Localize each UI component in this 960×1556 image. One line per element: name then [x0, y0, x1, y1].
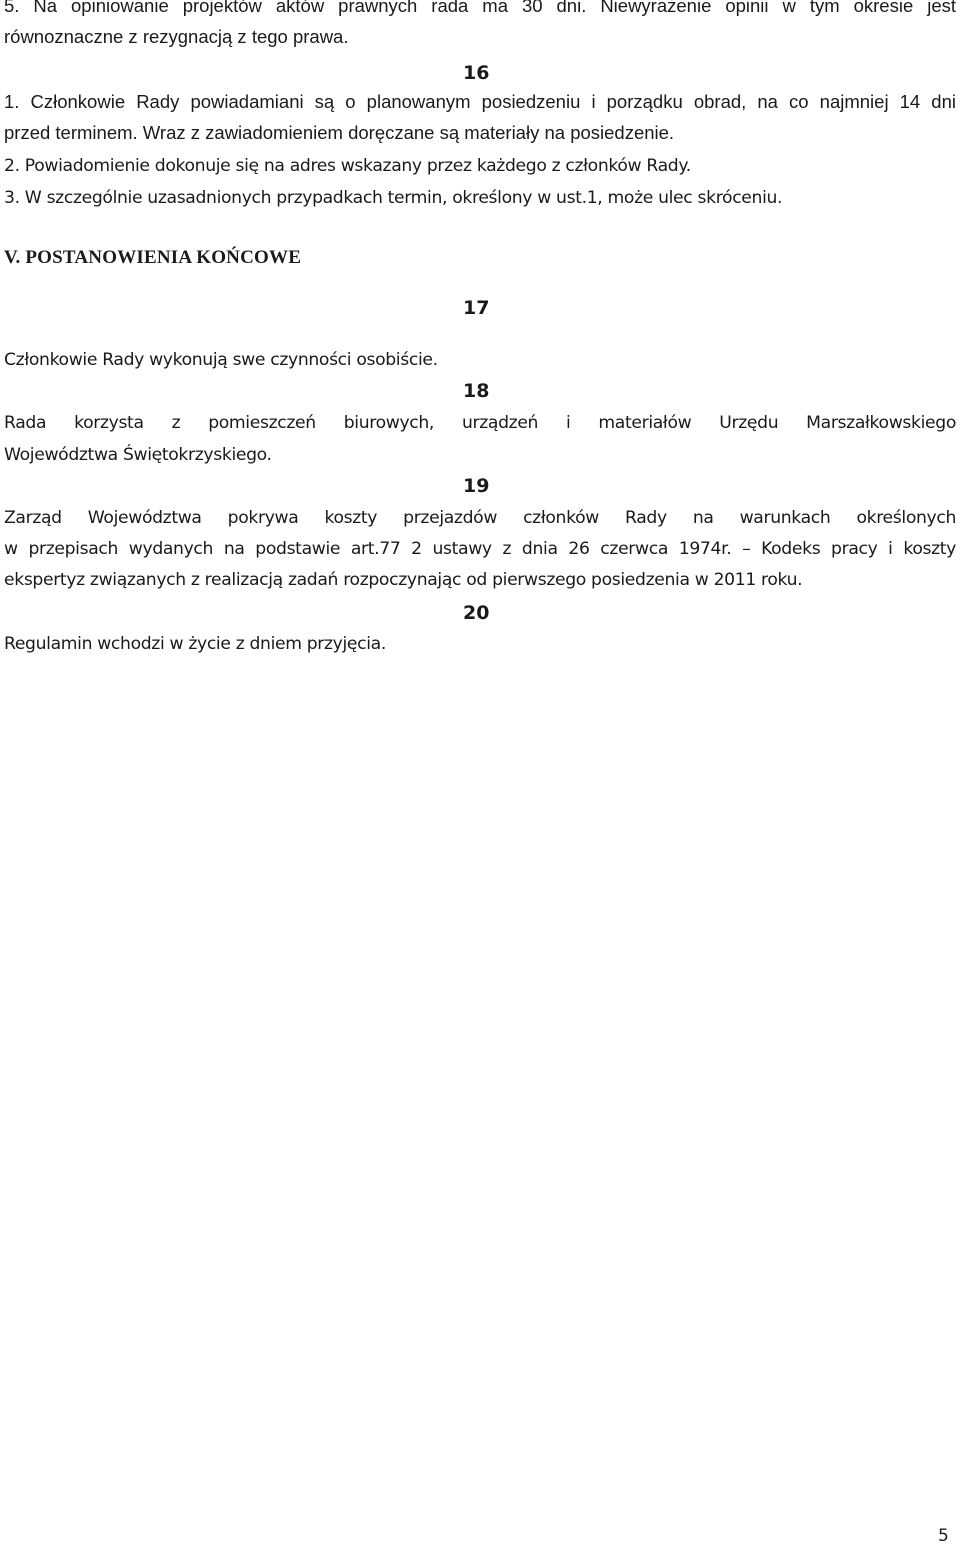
section-19-line-1: Zarząd Województwa pokrywa koszty przejazdów członków Rady na warunkach określonych	[4, 508, 956, 528]
section-16-heading: 16	[463, 62, 490, 84]
chapter-v-heading: V. POSTANOWIENIA KOŃCOWE	[4, 247, 302, 268]
paragraph-5-line-1: 5. Na opiniowanie projektów aktów prawnych rada ma 30 dni. Niewyrażenie opinii w tym okresie jest	[4, 0, 956, 16]
page-number: 5	[938, 1526, 949, 1546]
section-19-heading: 19	[463, 475, 490, 497]
section-19-line-2: w przepisach wydanych na podstawie art.77 2 ustawy z dnia 26 czerwca 1974r. – Kodeks pracy i koszty	[4, 539, 956, 559]
section-20-text: Regulamin wchodzi w życie z dniem przyjęcia.	[4, 634, 386, 654]
section-20-heading: 20	[463, 602, 490, 624]
section-17-heading: 17	[463, 297, 490, 319]
section-16-paragraph-3: 3. W szczególnie uzasadnionych przypadkach termin, określony w ust.1, może ulec skróceniu.	[4, 188, 783, 208]
paragraph-5-line-2: równoznaczne z rezygnacją z tego prawa.	[4, 26, 349, 47]
section-17-text: Członkowie Rady wykonują swe czynności osobiście.	[4, 350, 438, 370]
section-16-paragraph-1-line-2: przed terminem. Wraz z zawiadomieniem doręczane są materiały na posiedzenie.	[4, 122, 675, 143]
section-18-line-1: Rada korzysta z pomieszczeń biurowych, urządzeń i materiałów Urzędu Marszałkowskiego	[4, 413, 956, 433]
section-18-heading: 18	[463, 380, 490, 402]
section-16-paragraph-2: 2. Powiadomienie dokonuje się na adres wskazany przez każdego z członków Rady.	[4, 156, 691, 176]
section-19-line-3: ekspertyz związanych z realizacją zadań rozpoczynając od pierwszego posiedzenia w 2011 roku.	[4, 570, 803, 590]
section-16-paragraph-1-line-1: 1. Członkowie Rady powiadamiani są o planowanym posiedzeniu i porządku obrad, na co najmniej 14 dni	[4, 91, 956, 112]
section-18-line-2: Województwa Świętokrzyskiego.	[4, 445, 272, 465]
